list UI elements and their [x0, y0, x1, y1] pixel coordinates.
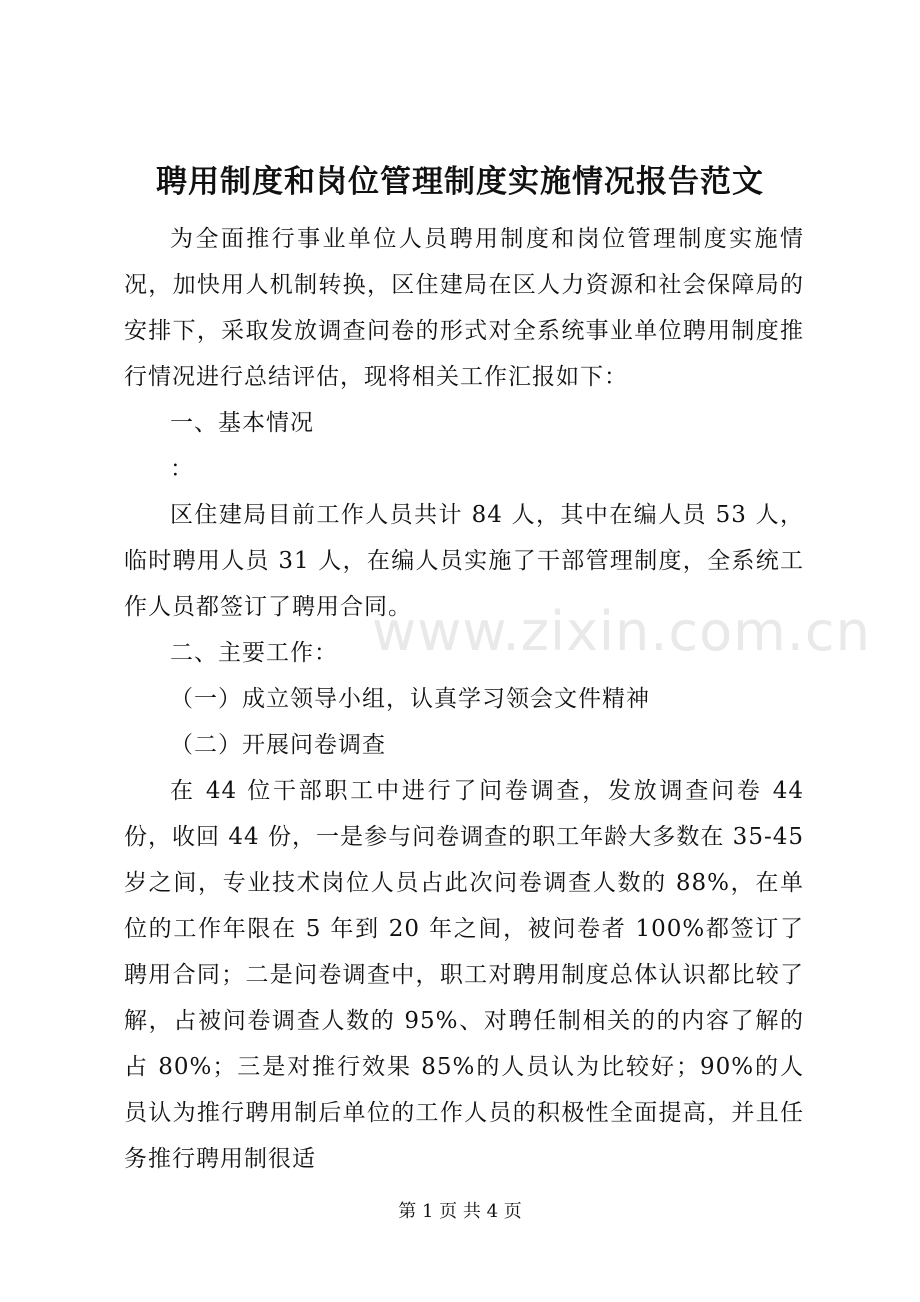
subheading-survey: （二）开展问卷调查 — [170, 732, 386, 758]
document-body — [124, 216, 804, 1182]
paragraph-intro: 为全面推行事业单位人员聘用制度和岗位管理制度实施情况，加快用人机制转换，区住建局在区人力资源和社会保障局的安排下，采取发放调查问卷的形式对全系统事业单位聘用制度推行情况进行总结评估，现将相关工作汇报如下： — [124, 226, 804, 390]
document-title: 聘用制度和岗位管理制度实施情况报告范文 — [156, 164, 764, 200]
paragraph-staff-numbers: 区住建局目前工作人员共计 84 人，其中在编人员 53 人，临时聘用人员 31 人，在编人员实施了干部管理制度，全系统工作人员都签订了聘用合同。 — [124, 502, 804, 620]
subheading-leadership-group: （一）成立领导小组，认真学习领会文件精神 — [170, 686, 650, 712]
paragraph-survey-results: 在 44 位干部职工中进行了问卷调查，发放调查问卷 44 份，收回 44 份，一是参与问卷调查的职工年龄大多数在 35-45 岁之间，专业技术岗位人员占此次问卷调查人数的 88%，在单位的工作年限在 5 年到 20 年之间，被问卷者 100%都签订了聘用合同；二是问卷调查中，职工对聘用制度总体认识都比较了解，占被问卷调查人数的 95%、对聘任制相关的的内容了解的占 80%；三是对推行效果 85%的人员认为比较好；90%的人员认为推行聘用制后单位的工作人员的积极性全面提高，并且任务推行聘用制很适 — [124, 778, 804, 1172]
watermark: www.zixin.com.cn — [372, 600, 871, 663]
page-footer: 第 1 页 共 4 页 — [398, 1201, 522, 1222]
paragraph-colon: ： — [170, 456, 194, 482]
section-heading-basic-info: 一、基本情况 — [170, 410, 314, 436]
section-heading-main-work: 二、主要工作： — [170, 640, 338, 666]
